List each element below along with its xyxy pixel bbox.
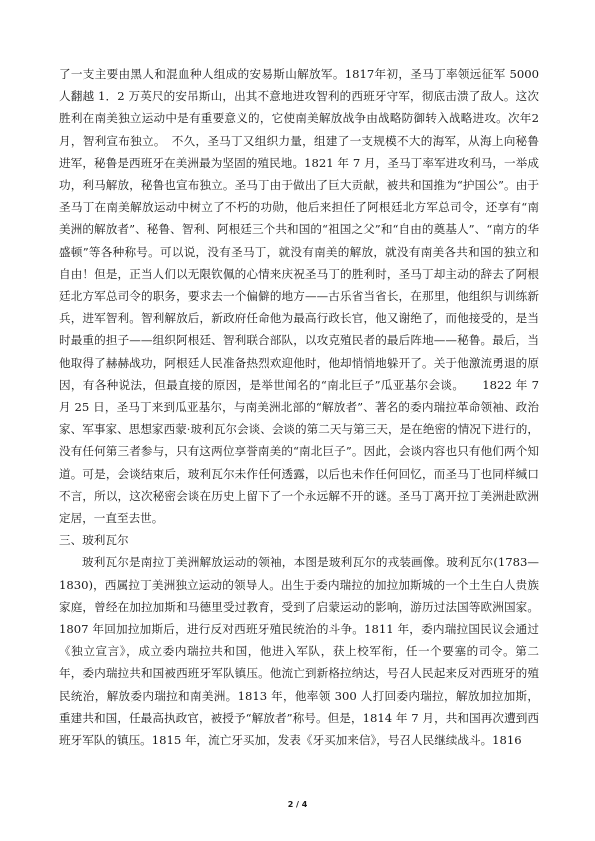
document-page	[59, 63, 539, 751]
paragraph-san-martin: 了一支主要由黑人和混血种人组成的安易斯山解放军。1817年初，圣马丁率领远征军 5000人翻越 1．2 万英尺的安吊斯山，出其不意地进攻智利的西班牙守军，彻底击溃了敌人。这次胜利在南美独立运动中是有重要意义的，它使南美解放战争由战略防御转入战略进攻。次年2 月，智利宣布独立。 不久，圣马丁又组织力量，组建了一支规模不大的海军，从海上向秘鲁进军，秘鲁是西班牙在美洲最为坚固的殖民地。1821 年 7 月，圣马丁率军进攻利马，一举成功，利马解放，秘鲁也宣布独立。圣马丁由于做出了巨大贡献，被共和国推为“护国公”。由于圣马丁在南美解放运动中树立了不朽的功勋，他后来担任了阿根廷北方军总司令，还享有“南美洲的解放者”、秘鲁、智利、阿根廷三个共和国的“祖国之父”和“自由的奠基人”、“南方的华盛顿”等各种称号。可以说，没有圣马丁，就没有南美的解放，就没有南美各共和国的独立和自由！但是，正当人们以无限钦佩的心情来庆祝圣马丁的胜利时，圣马丁却主动的辞去了阿根廷北方军总司令的职务，要求去一个偏僻的地方——古乐省当省长，在那里，他组织与训练新兵，进军智利。智利解放后，新政府任命他为最高行政长官，他又谢绝了，而他接受的，是当时最重的担子——组织阿根廷、智利联合部队，以攻克殖民者的最后阵地——秘鲁。最后，当他取得了赫赫战功，阿根廷人民准备热烈欢迎他时，他却悄悄地躲开了。关于他激流勇退的原因，有各种说法，但最直接的原因，是举世闻名的“南北巨子”瓜亚基尔会谈。 1822 年 7 月 25 日，圣马丁来到瓜亚基尔，与南美洲北部的“解放者”、著名的委内瑞拉革命领袖、政治家、军事家、思想家西蒙·玻利瓦尔会谈、会谈的第二天与第三天，是在绝密的情况下进行的，没有任何第三者参与，只有这两位享誉南美的“南北巨子”。因此，会谈内容也只有他们两个知道。可是，会谈结束后，玻利瓦尔未作任何透露，以后也未作任何回忆，而圣马丁也同样缄口不言，所以，这次秘密会谈在历史上留下了一个永远解不开的谜。圣马丁离开拉丁美洲赴欧洲定居，一直至去世。	[59, 67, 539, 526]
section-heading-bolivar: 三、玻利瓦尔	[59, 533, 129, 548]
paragraph-bolivar: 玻利瓦尔是南拉丁美洲解放运动的领袖，本图是玻利瓦尔的戎装画像。玻利瓦尔(1783—1830)，西属拉丁美洲独立运动的领导人。出生于委内瑞拉的加拉加斯城的一个土生白人贵族家庭，曾经在加拉加斯和马德里受过教育，受到了启蒙运动的影响，游历过法国等欧洲国家。1807 年回加拉加斯后，进行反对西班牙殖民统治的斗争。1811 年，委内瑞拉国民议会通过《独立宣言》，成立委内瑞拉共和国，他进入军队，获上校军衔，任一个要塞的司令。第二年，委内瑞拉共和国被西班牙军队镇压。他流亡到新格拉纳达，号召人民起来反对西班牙的殖民统治，解放委内瑞拉和南美洲。1813 年，他率领 300 人打回委内瑞拉，解放加拉加斯，重建共和国，任最高执政官，被授予“解放者”称号。但是，1814 年 7 月，共和国再次遭到西班牙军队的镇压。1815 年，流亡牙买加，发表《牙买加来信》，号召人民继续战斗。1816	[59, 555, 539, 748]
page-number: 2 / 4	[287, 800, 308, 809]
